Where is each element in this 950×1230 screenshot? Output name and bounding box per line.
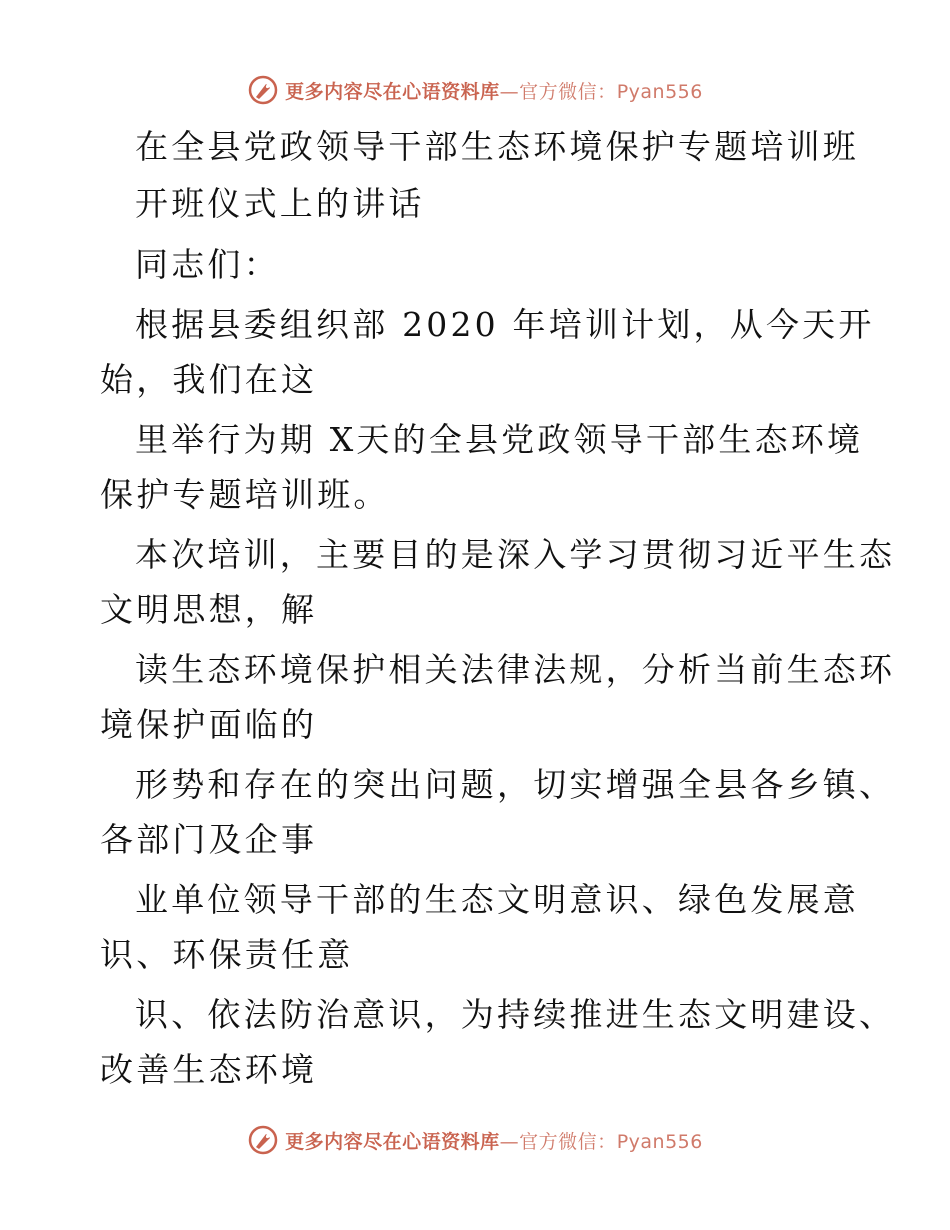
paragraph-line: 保护专题培训班。 bbox=[100, 475, 390, 514]
pen-nib-icon bbox=[247, 74, 279, 106]
paragraph-line: 读生态环境保护相关法律法规，分析当前生态环 bbox=[135, 650, 896, 689]
paragraph-line: 各部门及企事 bbox=[100, 820, 318, 859]
paragraph-line: 始，我们在这 bbox=[100, 360, 318, 399]
watermark-wechat-label: 官方微信： bbox=[519, 1130, 617, 1153]
watermark-wechat-label: 官方微信： bbox=[519, 80, 617, 103]
paragraph-line: 形势和存在的突出问题，切实增强全县各乡镇、 bbox=[135, 765, 896, 804]
paragraph-line: 境保护面临的 bbox=[100, 705, 318, 744]
watermark-dash: — bbox=[499, 80, 520, 103]
footer-watermark bbox=[0, 1120, 950, 1160]
title-line-1: 在全县党政领导干部生态环境保护专题培训班 bbox=[135, 127, 859, 166]
paragraph-line: 根据县委组织部 2020 年培训计划，从今天开 bbox=[135, 305, 875, 344]
salutation: 同志们： bbox=[135, 245, 280, 284]
watermark-brand: 更多内容尽在心语资料库 bbox=[285, 1130, 500, 1153]
paragraph-line: 识、环保责任意 bbox=[100, 935, 354, 974]
paragraph-line: 本次培训，主要目的是深入学习贯彻习近平生态 bbox=[135, 535, 896, 574]
paragraph-line: 文明思想，解 bbox=[100, 590, 318, 629]
watermark-dash: — bbox=[499, 1130, 520, 1153]
pen-nib-icon bbox=[247, 1124, 279, 1156]
watermark-text bbox=[285, 77, 703, 104]
paragraph-line: 业单位领导干部的生态文明意识、绿色发展意 bbox=[135, 880, 859, 919]
watermark-wechat-id: Pyan556 bbox=[616, 1130, 703, 1153]
title-line-2: 开班仪式上的讲话 bbox=[135, 184, 425, 223]
watermark-brand: 更多内容尽在心语资料库 bbox=[285, 80, 500, 103]
watermark-wechat-id: Pyan556 bbox=[616, 80, 703, 103]
header-watermark bbox=[0, 70, 950, 110]
watermark-text bbox=[285, 1127, 703, 1154]
paragraph-line: 识、依法防治意识，为持续推进生态文明建设、 bbox=[135, 995, 896, 1034]
paragraph-line: 里举行为期 X天的全县党政领导干部生态环境 bbox=[135, 420, 864, 459]
paragraph-line: 改善生态环境 bbox=[100, 1050, 318, 1089]
